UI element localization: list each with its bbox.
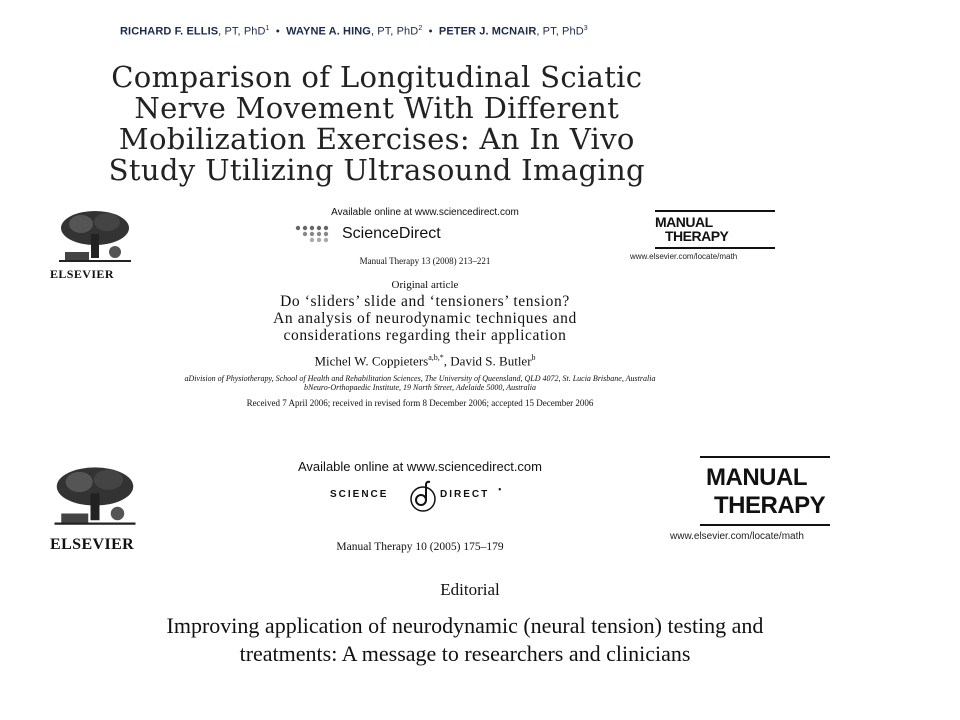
author2-name: WAYNE A. HING [286, 25, 371, 38]
manual-therapy-word2: THERAPY [665, 228, 729, 244]
article2-title-line: Do ‘sliders’ slide and ‘tensioners’ tension? [280, 293, 570, 310]
journal-url: www.elsevier.com/locate/math [630, 252, 738, 261]
journal-url: www.elsevier.com/locate/math [670, 531, 804, 542]
sciencedirect-logo [292, 220, 522, 248]
science-direct-word2: DIRECT [440, 489, 490, 500]
author2-affiliation-mark: 2 [418, 25, 423, 32]
manual-therapy-word2: THERAPY [714, 492, 826, 519]
science-direct-d-icon [408, 479, 438, 513]
sciencedirect-wordmark: ScienceDirect [342, 225, 441, 242]
author1-credentials: , PT, PhD [218, 25, 266, 38]
author1-affiliation-mark: 1 [265, 25, 270, 32]
article1-title-line: Comparison of Longitudinal Sciatic [111, 61, 643, 94]
received-dates: Received 7 April 2006; received in revised form 8 December 2006; accepted 15 December 2006 [246, 398, 594, 408]
article1-authors [120, 25, 588, 38]
article2-title-line: An analysis of neurodynamic techniques and [273, 310, 577, 327]
article3-title [40, 612, 890, 668]
manual-therapy-word1: MANUAL [655, 214, 713, 230]
elsevier-logo [50, 458, 150, 554]
available-online-text: Available online at www.sciencedirect.com [298, 459, 542, 474]
author1-name: RICHARD F. ELLIS [120, 25, 219, 38]
science-direct-word1: SCIENCE [330, 489, 389, 500]
author3-name: PETER J. MCNAIR [438, 25, 537, 38]
affiliation-line: aDivision of Physiotherapy, School of Health and Rehabilitation Sciences, The University of Queensland, QLD 4072, St. Lucia Brisbane, Australia [184, 374, 656, 383]
author-affiliation-mark: a,b,* [428, 353, 444, 362]
article1-title-line: Mobilization Exercises: An In Vivo [118, 123, 635, 156]
article3-title-line: Improving application of neurodynamic (neural tension) testing and [166, 613, 764, 638]
article-type: Editorial [440, 580, 500, 599]
author-separator: • [428, 25, 433, 38]
author-name: David S. Butler [450, 353, 532, 369]
journal-citation: Manual Therapy 10 (2005) 175–179 [336, 541, 504, 553]
elsevier-tree-icon [50, 458, 140, 533]
elsevier-logo [50, 208, 140, 282]
affiliation-line: bNeuro-Orthopaedic Institute, 19 North Street, Adelaide 5000, Australia [304, 383, 536, 392]
article3-title-line: treatments: A message to researchers and clinicians [239, 641, 691, 666]
article-type: Original article [391, 279, 459, 291]
elsevier-wordmark: ELSEVIER [50, 267, 114, 281]
available-online-text: Available online at www.sciencedirect.com [331, 207, 519, 218]
author2-credentials: , PT, PhD [370, 25, 419, 38]
author3-affiliation-mark: 3 [583, 25, 588, 32]
elsevier-wordmark: ELSEVIER [50, 536, 135, 553]
article2-affiliations [55, 374, 785, 392]
author3-credentials: , PT, PhD [536, 25, 584, 38]
science-direct-logo [330, 479, 510, 515]
article2-byline [220, 353, 630, 369]
author-name: Michel W. Coppieters [314, 353, 429, 369]
science-direct-mark: • [498, 485, 502, 496]
author-separator: , [443, 353, 451, 369]
elsevier-tree-icon [55, 208, 135, 264]
manual-therapy-logo [670, 456, 840, 542]
manual-therapy-wordmark [700, 456, 830, 526]
journal-citation: Manual Therapy 13 (2008) 213–221 [359, 256, 491, 266]
article1-title-line: Study Utilizing Ultrasound Imaging [108, 154, 645, 187]
article1-title [30, 62, 724, 186]
manual-therapy-logo [630, 210, 780, 261]
article1-title-line: Nerve Movement With Different [134, 92, 620, 125]
author-separator: • [275, 25, 280, 38]
sciencedirect-dots-icon [292, 220, 338, 246]
manual-therapy-wordmark [655, 210, 775, 249]
author-affiliation-mark: b [531, 353, 536, 362]
article2-title [160, 293, 690, 344]
article2-title-line: considerations regarding their application [283, 327, 567, 344]
manual-therapy-word1: MANUAL [706, 464, 807, 491]
